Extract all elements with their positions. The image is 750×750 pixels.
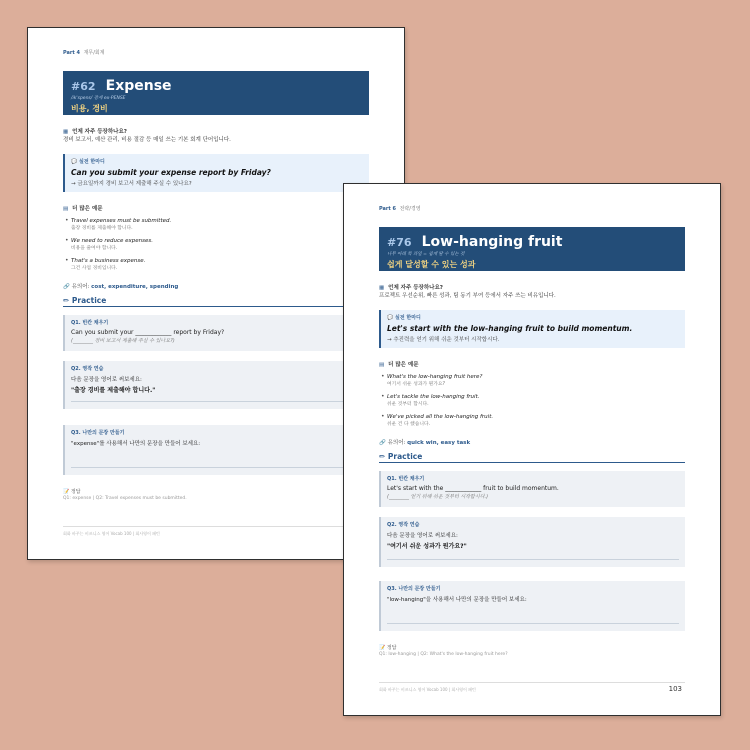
answer-heading [379, 644, 397, 651]
example-ko: 비용을 줄여야 합니다. [71, 246, 118, 251]
pronunciation: /ik'spens/ 강세 ex-PENSE [71, 96, 126, 101]
example-ko: 쉬운 건 다 했습니다. [387, 422, 431, 427]
example-en: • What's the low-hanging fruit here? [387, 374, 483, 380]
synonyms-list: cost, expenditure, spending [91, 284, 179, 290]
example-ko: 여기서 쉬운 성과가 뭔가요? [387, 382, 446, 387]
book-icon: ▦ [63, 129, 69, 135]
example-en: • That's a business expense. [71, 258, 146, 264]
q1-hint: (________ 경비 보고서 제출해 주실 수 있나요?) [71, 338, 175, 344]
q2-title: Q2. 영작 연습 [71, 366, 104, 372]
part-number: Part 6 [379, 206, 396, 212]
page-low-hanging-fruit [343, 183, 721, 716]
q2-text: 다음 문장을 영어로 써보세요: [387, 533, 458, 539]
part-name: 전략/경영 [399, 206, 421, 212]
q1-title: Q1. 빈칸 채우기 [71, 320, 109, 326]
title-band [63, 71, 369, 115]
q3-text: "expense"를 사용해서 나만의 문장을 만들어 보세요: [71, 441, 201, 447]
q3-text: "low-hanging"을 사용해서 나만의 문장을 만들어 보세요: [387, 597, 527, 603]
q2-prompt: "출장 경비를 제출해야 합니다." [71, 387, 156, 394]
example-ko: 쉬운 것부터 합시다. [387, 402, 429, 407]
practice-title: Practice [387, 452, 423, 461]
open-book-icon: ▤ [379, 362, 385, 368]
example-en: • We need to reduce expenses. [71, 238, 153, 244]
part-label [63, 49, 105, 56]
pencil-icon: ✏ [379, 452, 386, 461]
q3-title: Q3. 나만의 문장 만들기 [71, 430, 125, 436]
footer-rule [379, 682, 685, 683]
tip-label: 실전 한마디 [394, 315, 421, 321]
usage-heading: 언제 자주 등장하나요? [388, 285, 443, 291]
question-3 [379, 581, 685, 631]
meaning-ko: 쉽게 달성할 수 있는 성과 [387, 260, 476, 269]
example-item [63, 217, 369, 233]
part-label [379, 205, 421, 212]
q2-title: Q2. 영작 연습 [387, 522, 420, 528]
part-number: Part 4 [63, 50, 80, 56]
open-book-icon: ▤ [63, 206, 69, 212]
examples-section [379, 361, 685, 429]
book-icon: ▦ [379, 285, 385, 291]
example-ko: 출장 경비를 제출해야 합니다. [71, 226, 133, 231]
speech-bubble-icon: 💬 [71, 159, 78, 165]
example-en: • We've picked all the low-hanging fruit. [387, 414, 494, 420]
entry-word: Low-hanging fruit [421, 234, 563, 250]
example-list [63, 217, 369, 273]
question-2 [63, 361, 369, 409]
answer-label: 정답 [70, 489, 81, 495]
question-2 [379, 517, 685, 567]
answer-line[interactable] [387, 559, 679, 560]
q1-text: Let's start with the ____________ fruit to build momentum. [387, 485, 559, 492]
footer-text: 회화 바꾸는 비즈니스 영어 Vocab 100 | 회사영어 패턴 [63, 531, 160, 536]
tip-sentence-en: Can you submit your expense report by Friday? [71, 168, 271, 177]
answer-line[interactable] [71, 401, 363, 402]
question-1 [379, 471, 685, 507]
meaning-ko: 비용, 경비 [71, 104, 108, 113]
example-ko: 그건 사업 경비입니다. [71, 266, 118, 271]
title-band [379, 227, 685, 271]
tip-sentence-en: Let's start with the low-hanging fruit to build momentum. [387, 324, 633, 333]
answer-heading [63, 488, 81, 495]
q1-title: Q1. 빈칸 채우기 [387, 476, 425, 482]
example-en: • Travel expenses must be submitted. [71, 218, 172, 224]
entry-word: Expense [105, 78, 172, 94]
usage-description: 경비 보고서, 예산 관리, 비용 절감 등 매일 쓰는 기본 회계 단어입니다. [63, 137, 231, 143]
example-item [379, 393, 685, 409]
link-icon: 🔗 [379, 440, 386, 446]
speech-bubble-icon: 💬 [387, 315, 394, 321]
pencil-icon: ✏ [63, 296, 70, 305]
examples-section [63, 205, 369, 273]
examples-heading: 더 많은 예문 [388, 362, 419, 368]
entry-number: #62 [71, 80, 96, 93]
memo-icon: 📝 [379, 645, 386, 651]
usage-description: 프로젝트 우선순위, 빠른 성과, 팀 동기 부여 등에서 자주 쓰는 비유입니다. [379, 293, 556, 299]
example-item [379, 373, 685, 389]
usage-heading: 언제 자주 등장하나요? [72, 129, 127, 135]
example-item [63, 257, 369, 273]
tip-sentence-ko: → 금요일까지 경비 보고서 제출해 주실 수 있나요? [71, 181, 192, 187]
answer-text: Q1: expense | Q2: Travel expenses must be submitted. [63, 496, 187, 501]
answer-line[interactable] [387, 623, 679, 624]
footer-text: 회화 바꾸는 비즈니스 영어 Vocab 100 | 회사영어 패턴 [379, 687, 476, 692]
tip-label: 실전 한마디 [78, 159, 105, 165]
q1-text: Can you submit your ____________ report by Friday? [71, 329, 225, 336]
example-item [379, 413, 685, 429]
usage-section [63, 128, 369, 144]
q1-hint: (________ 얻기 위해 쉬운 것부터 시작합시다.) [387, 494, 489, 500]
q2-prompt: "여기서 쉬운 성과가 뭔가요?" [387, 543, 467, 550]
answer-line[interactable] [71, 467, 363, 468]
link-icon: 🔗 [63, 284, 70, 290]
practice-heading [379, 452, 685, 463]
usage-section [379, 284, 685, 300]
entry-number: #76 [387, 236, 412, 249]
answer-text: Q1: low-hanging | Q2: What's the low-hanging fruit here? [379, 652, 508, 657]
practice-title: Practice [71, 296, 107, 305]
page-number: 103 [668, 685, 682, 693]
footer-rule [63, 526, 369, 527]
memo-icon: 📝 [63, 489, 70, 495]
synonyms [63, 283, 369, 291]
q3-title: Q3. 나만의 문장 만들기 [387, 586, 441, 592]
example-list [379, 373, 685, 429]
tip-sentence-ko: → 추진력을 얻기 위해 쉬운 것부터 시작합시다. [387, 337, 500, 343]
practice-heading [63, 296, 369, 307]
question-3 [63, 425, 369, 475]
synonyms-list: quick win, easy task [407, 440, 471, 446]
tip-box [63, 154, 369, 192]
pronunciation: 나무 아래 쪽 과일 = 쉽게 딸 수 있는 것 [387, 252, 465, 257]
example-en: • Let's tackle the low-hanging fruit. [387, 394, 480, 400]
synonyms-label: 유의어: [71, 284, 90, 290]
synonyms [379, 439, 685, 447]
synonyms-label: 유의어: [387, 440, 406, 446]
answer-label: 정답 [386, 645, 397, 651]
tip-box [379, 310, 685, 348]
q2-text: 다음 문장을 영어로 써보세요: [71, 377, 142, 383]
examples-heading: 더 많은 예문 [72, 206, 103, 212]
question-1 [63, 315, 369, 351]
example-item [63, 237, 369, 253]
part-name: 재무/회계 [83, 50, 105, 56]
